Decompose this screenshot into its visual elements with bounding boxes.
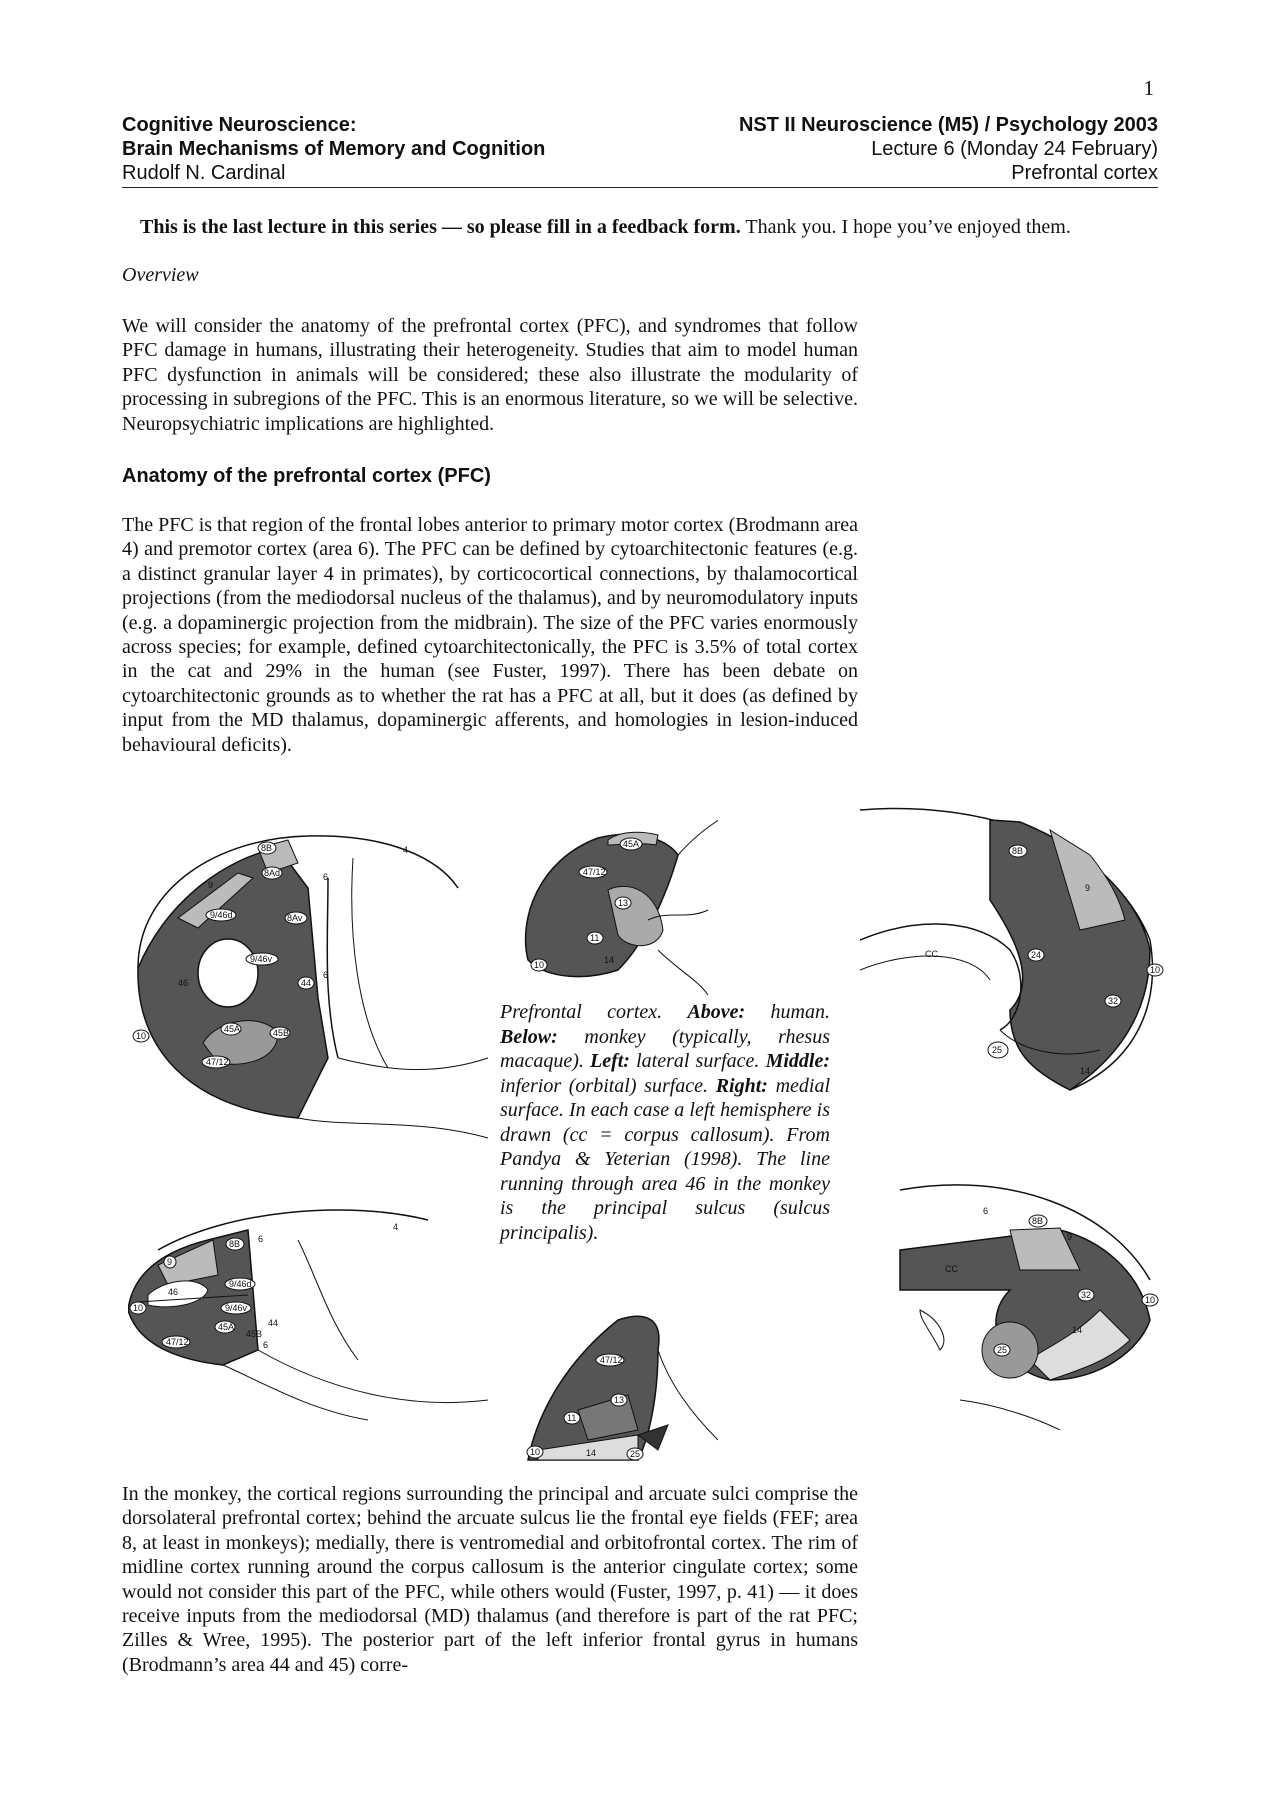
label-10: 10 [133,1303,144,1313]
label-14: 14 [1080,1066,1091,1076]
label-9: 9 [1085,883,1091,893]
label-47-12: 47/12 [600,1355,623,1365]
label-14: 14 [586,1448,597,1458]
label-45A: 45A [224,1024,241,1034]
label-45A: 45A [218,1322,235,1332]
label-4: 4 [393,1222,399,1232]
label-9-46d: 9/46d [210,910,233,920]
human-lateral-figure [128,818,498,1148]
human-orbital-figure [518,800,718,1000]
label-CC: CC [945,1264,958,1274]
label-11: 11 [567,1413,577,1423]
label-8Ad: 8Ad [264,868,281,878]
figure-caption [500,1000,830,1245]
monkey-orbital-figure [518,1300,718,1465]
label-9: 9 [208,880,214,890]
label-32: 32 [1108,996,1119,1006]
caption-text-1: Prefrontal cortex. [500,1001,688,1023]
caption-bold-left: Left: [589,1050,630,1072]
label-6b: 6 [263,1340,269,1350]
label-45A: 45A [623,839,640,849]
label-CC: CC [925,949,938,959]
caption-text-6: medial surface. In each case a left hemisphere is drawn (cc = corpus callosum). From Pandya & Yeterian (1998). The line running through area 46 in the monkey is the principal sulcus (sulcus principalis). [500,1074,831,1244]
caption-text-2: human. [745,1001,830,1023]
monkey-lateral-figure [128,1200,498,1430]
caption-bold-right: Right: [715,1074,768,1097]
label-8Av: 8Av [287,913,303,923]
label-10: 10 [534,960,545,970]
anatomy-paragraph: The PFC is that region of the frontal lobes anterior to primary motor cortex (Brodmann area 4) and premotor cortex (area 6). The PFC can be defined by cytoarchitectonic features (e.g. a distinct granular layer 4 in primates), by corticocortical connections, by thalamocortical projections (from the mediodorsal nucleus of the thalamus), and by neuromodulatory inputs (e.g. a dopaminergic projection from the midbrain). The size of the PFC varies enormously across species; for example, defined cytoarchitectonically, the PFC is 3.5% of total cortex in the cat and 29% in the human (see Fuster, 1997). There has been debate on cytoarchitectonic grounds as to whether the rat has a PFC at all, but it does (as defined by input from the MD thalamus, dopaminergic afferents, and homologies in lesion-induced behavioural deficits). [122,514,858,756]
label-25: 25 [992,1045,1003,1055]
label-13: 13 [618,898,629,908]
caption-text-4: lateral surface. [629,1050,766,1072]
label-44: 44 [268,1318,279,1328]
label-44: 44 [301,978,312,988]
label-9: 9 [167,1257,173,1267]
label-9-46d: 9/46d [229,1279,252,1289]
course-subtitle: Brain Mechanisms of Memory and Cognition [122,138,546,160]
label-6b: 6 [323,970,329,980]
page-number: 1 [1143,76,1154,100]
section-heading: Anatomy of the prefrontal cortex (PFC) [122,465,491,487]
header-rule [122,187,1158,188]
lecture-info: Lecture 6 (Monday 24 February) [871,138,1158,160]
caption-text-3: monkey (typically, rhesus macaque). [500,1025,830,1072]
caption-bold-below: Below: [500,1025,558,1048]
caption-bold-above: Above: [687,1001,746,1023]
label-47-12: 47/12 [583,867,606,877]
label-10: 10 [1150,965,1161,975]
label-24: 24 [1031,950,1042,960]
label-10: 10 [136,1031,147,1041]
course-code: NST II Neuroscience (M5) / Psychology 2003 [738,114,1158,136]
lecture-topic: Prefrontal cortex [1011,162,1158,184]
label-8B: 8B [261,843,273,853]
page-header [122,113,1158,185]
label-11: 11 [590,933,600,943]
label-45B: 45B [246,1329,263,1339]
caption-text-5: inferior (orbital) surface. [500,1074,716,1097]
label-32: 32 [1081,1290,1092,1300]
author-name: Rudolf N. Cardinal [122,162,286,184]
course-title: Cognitive Neuroscience: [122,114,357,136]
label-46: 46 [178,978,189,988]
label-10: 10 [1145,1295,1156,1305]
label-8B: 8B [229,1239,241,1249]
label-9-46v: 9/46v [250,954,273,964]
overview-paragraph: We will consider the anatomy of the prefrontal cortex (PFC), and syndromes that follow PFC damage in humans, illustrating their heterogeneity. Studies that aim to model human PFC dysfunction in animals will be considered; these also illustrate the modularity of processing in subregions of the PFC. This is an enormous literature, so we will be selective. Neuropsychiatric implications are highlighted. [122,315,858,435]
label-13: 13 [614,1395,625,1405]
label-4: 4 [403,845,409,855]
label-8B: 8B [1032,1216,1044,1226]
label-47-12: 47/12 [206,1057,229,1067]
label-14: 14 [604,955,615,965]
label-45B: 45B [273,1028,290,1038]
feedback-note-bold: This is the last lecture in this series — so please fill in a feedback form. [140,216,741,238]
label-9-46v: 9/46v [225,1303,248,1313]
label-25: 25 [997,1345,1008,1355]
label-14: 14 [1072,1325,1083,1335]
feedback-note [140,214,1160,240]
monkey-medial-figure [860,1170,1170,1430]
label-47-12: 47/12 [166,1337,189,1347]
label-25: 25 [630,1449,641,1459]
caption-bold-middle: Middle: [765,1050,830,1072]
bottom-paragraph: In the monkey, the cortical regions surrounding the principal and arcuate sulci comprise the dorsolateral prefrontal cortex; behind the arcuate sulcus lie the frontal eye fields (FEF; area 8, at least in monkeys); medially, there is ventromedial and orbitofrontal cortex. The rim of midline cortex running around the corpus callosum is the anterior cingulate cortex; some would not consider this part of the PFC, while others would (Fuster, 1997, p. 41) — it does receive inputs from the mediodorsal (MD) thalamus (and therefore is part of the rat PFC; Zilles & Wree, 1995). The posterior part of the left inferior frontal gyrus in humans (Brodmann’s area 44 and 45) corre- [122,1483,858,1676]
label-10: 10 [530,1447,541,1457]
label-6a: 6 [258,1234,264,1244]
human-medial-figure [860,800,1170,1130]
label-6: 6 [983,1206,989,1216]
label-9: 9 [1067,1232,1073,1242]
label-6a: 6 [323,872,329,882]
feedback-note-text: Thank you. I hope you’ve enjoyed them. [740,216,1071,238]
label-46: 46 [168,1287,179,1297]
label-8B: 8B [1012,846,1024,856]
overview-title: Overview [122,264,199,286]
